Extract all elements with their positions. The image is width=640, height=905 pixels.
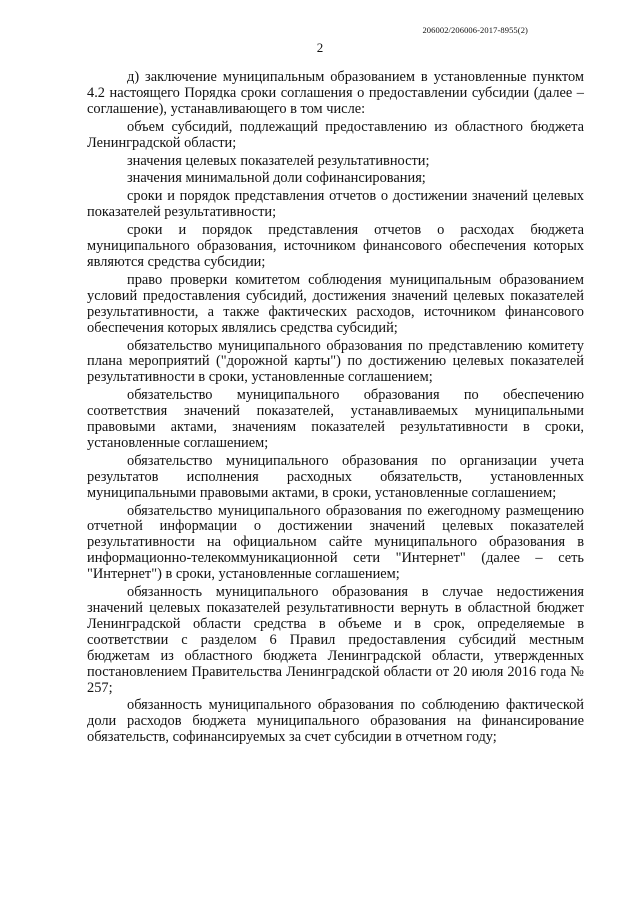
paragraph-item-d: д) заключение муниципальным образованием в установленные пунктом 4.2 настоящего Порядка сроки соглашения о предоставлении субсидии (далее – соглашение), устанавливающего в том числе: bbox=[87, 69, 584, 117]
paragraph-subsidy-volume: объем субсидий, подлежащий предоставлению из областного бюджета Ленинградской области; bbox=[87, 118, 584, 151]
paragraph-indicator-compliance: обязательство муниципального образования по обеспечению соответствия значений показателей, устанавливаемых муниципальными правовыми актами, значениям показателей результативности в сроки, установленные соглашением; bbox=[87, 387, 584, 451]
paragraph-cofinancing-share: обязанность муниципального образования по соблюдению фактической доли расходов бюджета муниципального образования на финансирование обязательств, софинансируемых за счет субсидии в отчетном году; bbox=[87, 697, 584, 746]
page-number: 2 bbox=[316, 40, 324, 55]
paragraph-refund-obligation: обязанность муниципального образования в случае недостижения значений целевых показателей результативности вернуть в областной бюджет Ленинградской области средства в объеме и в срок, определяемые в соответствии с разделом 6 Правил предоставления субсидий местным бюджетам из областного бюджета Ленинградской области, утвержденных постановлением Правительства Ленинградской области от 20 июля 2016 года № 257; bbox=[87, 584, 584, 696]
document-registration-code: 206002/206006-2017-8955(2) bbox=[422, 25, 528, 35]
paragraph-report-deadlines: сроки и порядок представления отчетов о достижении значений целевых показателей результативности; bbox=[87, 188, 584, 221]
paragraph-publication-obligation: обязательство муниципального образования по ежегодному размещению отчетной информации о достижении значений целевых показателей результативности на официальном сайте муниципального образования в информационно-телекоммуникационной сети "Интернет" (далее – сеть "Интернет") в сроки, установленные соглашением; bbox=[87, 502, 584, 583]
document-body bbox=[87, 70, 584, 748]
paragraph-roadmap-obligation: обязательство муниципального образования по представлению комитету плана мероприятий ("дорожной карты") по достижению целевых показателей результативности в сроки, установленные соглашением; bbox=[87, 337, 584, 386]
paragraph-expense-reports: сроки и порядок представления отчетов о расходах бюджета муниципального образования, источником финансового обеспечения которых являются средства субсидии; bbox=[87, 222, 584, 270]
paragraph-min-cofinancing: значения минимальной доли софинансирования; bbox=[127, 170, 426, 187]
paragraph-target-indicators: значения целевых показателей результативности; bbox=[127, 152, 430, 169]
paragraph-inspection-right: право проверки комитетом соблюдения муниципальным образованием условий предоставления субсидий, достижения значений целевых показателей результативности, а также фактических расходов, источником финансового обеспечения которых являлись средства субсидий; bbox=[87, 271, 584, 336]
paragraph-accounting-obligation: обязательство муниципального образования по организации учета результатов исполнения расходных обязательств, установленных муниципальными правовыми актами, в сроки, установленные соглашением; bbox=[87, 452, 584, 501]
